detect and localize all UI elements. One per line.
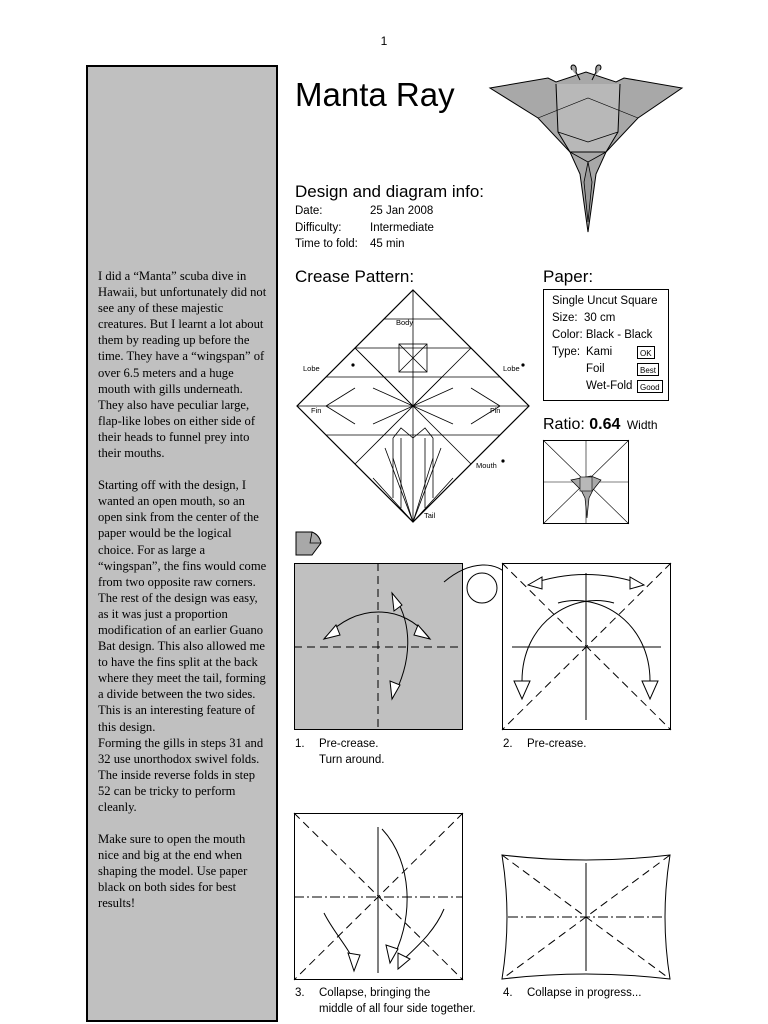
cp-label-tail: Tail — [424, 511, 436, 520]
rating-foil-badge: Best — [637, 363, 659, 376]
difficulty-value: Intermediate — [370, 221, 434, 234]
size-label: Size: — [552, 312, 578, 324]
date-label: Date: — [295, 205, 323, 217]
step-1-line2: Turn around. — [319, 754, 385, 766]
sidebar-paragraph-1: I did a “Manta” scuba dive in Hawaii, but unfortunately did not see any of these majestic creatures. But I learnt a lot about them by reading up before the time. They have a “wingspan” of over 6.5 meters and a huge mouth with gills underneath. They also have peculiar large, flap-like lobes on either side of their heads to funnel prey into their mouths. — [98, 269, 267, 461]
ratio-unit: Width — [626, 418, 658, 432]
cp-label-body: Body — [396, 318, 414, 327]
page-number: 1 — [380, 34, 388, 48]
manta-model-illustration — [488, 62, 688, 242]
step-3-caption — [295, 985, 476, 1017]
sidebar-paragraph-2: Starting off with the design, I wanted an open mouth, so an open sink from the center of the paper would be the logical choice. For as large a “wingspan”, the fins would come from two opposite raw corners. The rest of the design was easy, as it was just a proportion modification of an earlier Guano Bat design. This also allowed me to have the fins split at the back where they meet the tail, forming a divide between the two sides. This is an interesting feature of this design. Forming the gills in steps 31 and 32 use unorthodox swivel folds. The inside reverse folds in step 52 can be tricky to perform cleanly. — [98, 478, 267, 814]
design-info-heading: Design and diagram info: — [295, 182, 485, 201]
sidebar-paragraph-3: Make sure to open the mouth nice and big at the end when shaping the model. Use paper black on both sides for best results! — [98, 832, 248, 911]
design-info-row — [295, 220, 434, 237]
type-label: Type: — [552, 346, 581, 358]
step-1-number: 1. — [295, 738, 305, 750]
paper-heading: Paper: — [543, 267, 594, 286]
date-value: 25 Jan 2008 — [370, 205, 434, 217]
step-3-number: 3. — [295, 987, 305, 999]
step-2-caption — [503, 736, 586, 752]
page-title: Manta Ray — [295, 76, 455, 113]
design-info-row — [295, 203, 434, 220]
time-value: 45 min — [370, 238, 405, 250]
step-3-line1: Collapse, bringing the — [319, 987, 431, 999]
step-4-diagram — [502, 853, 672, 983]
crease-pattern-diagram — [293, 288, 533, 528]
rating-kami-badge: OK — [637, 346, 655, 359]
ratio-row — [543, 416, 658, 434]
step-3-diagram — [294, 813, 464, 981]
difficulty-label: Difficulty: — [295, 221, 342, 234]
step-2-diagram — [502, 563, 672, 731]
step-2-number: 2. — [503, 738, 513, 750]
cp-label-lobe-right: Lobe — [503, 364, 520, 373]
step-3-line2: middle of all four side together. — [319, 1003, 476, 1015]
step-2-line1: Pre-crease. — [527, 738, 587, 750]
sidebar-panel — [86, 65, 278, 1022]
type-foil: Foil — [586, 363, 605, 375]
design-info-table — [295, 203, 434, 253]
step-1-caption — [295, 736, 384, 768]
cp-label-lobe-left: Lobe — [303, 364, 320, 373]
step-1-diagram — [294, 563, 464, 731]
paper-line1: Single Uncut Square — [552, 295, 658, 307]
size-value: 30 cm — [583, 312, 616, 324]
crease-pattern-heading: Crease Pattern: — [295, 267, 415, 286]
paper-info-box — [543, 289, 669, 401]
rating-wetfold-badge: Good — [637, 380, 663, 393]
design-info-row — [295, 236, 434, 253]
color-value: Black - Black — [585, 329, 653, 341]
paper-color-row — [552, 329, 652, 341]
ratio-label: Ratio: — [543, 416, 585, 433]
type-kami: Kami — [586, 346, 613, 358]
ratio-value: 0.64 — [589, 416, 621, 433]
paper-color-symbol-icon — [295, 531, 323, 557]
step-4-number: 4. — [503, 987, 513, 999]
cp-label-mouth: Mouth — [476, 461, 497, 470]
type-wetfold: Wet-Fold — [586, 380, 633, 392]
cp-label-fin-left: Fin — [311, 406, 322, 415]
ratio-diagram — [543, 440, 629, 524]
color-label: Color: — [552, 329, 583, 341]
time-label: Time to fold: — [295, 238, 358, 250]
step-4-line1: Collapse in progress... — [527, 987, 642, 999]
step-1-line1: Pre-crease. — [319, 738, 379, 750]
paper-size-row — [552, 312, 615, 324]
cp-label-fin-right: Fin — [490, 406, 501, 415]
sidebar-text — [98, 268, 268, 928]
step-4-caption — [503, 985, 641, 1001]
